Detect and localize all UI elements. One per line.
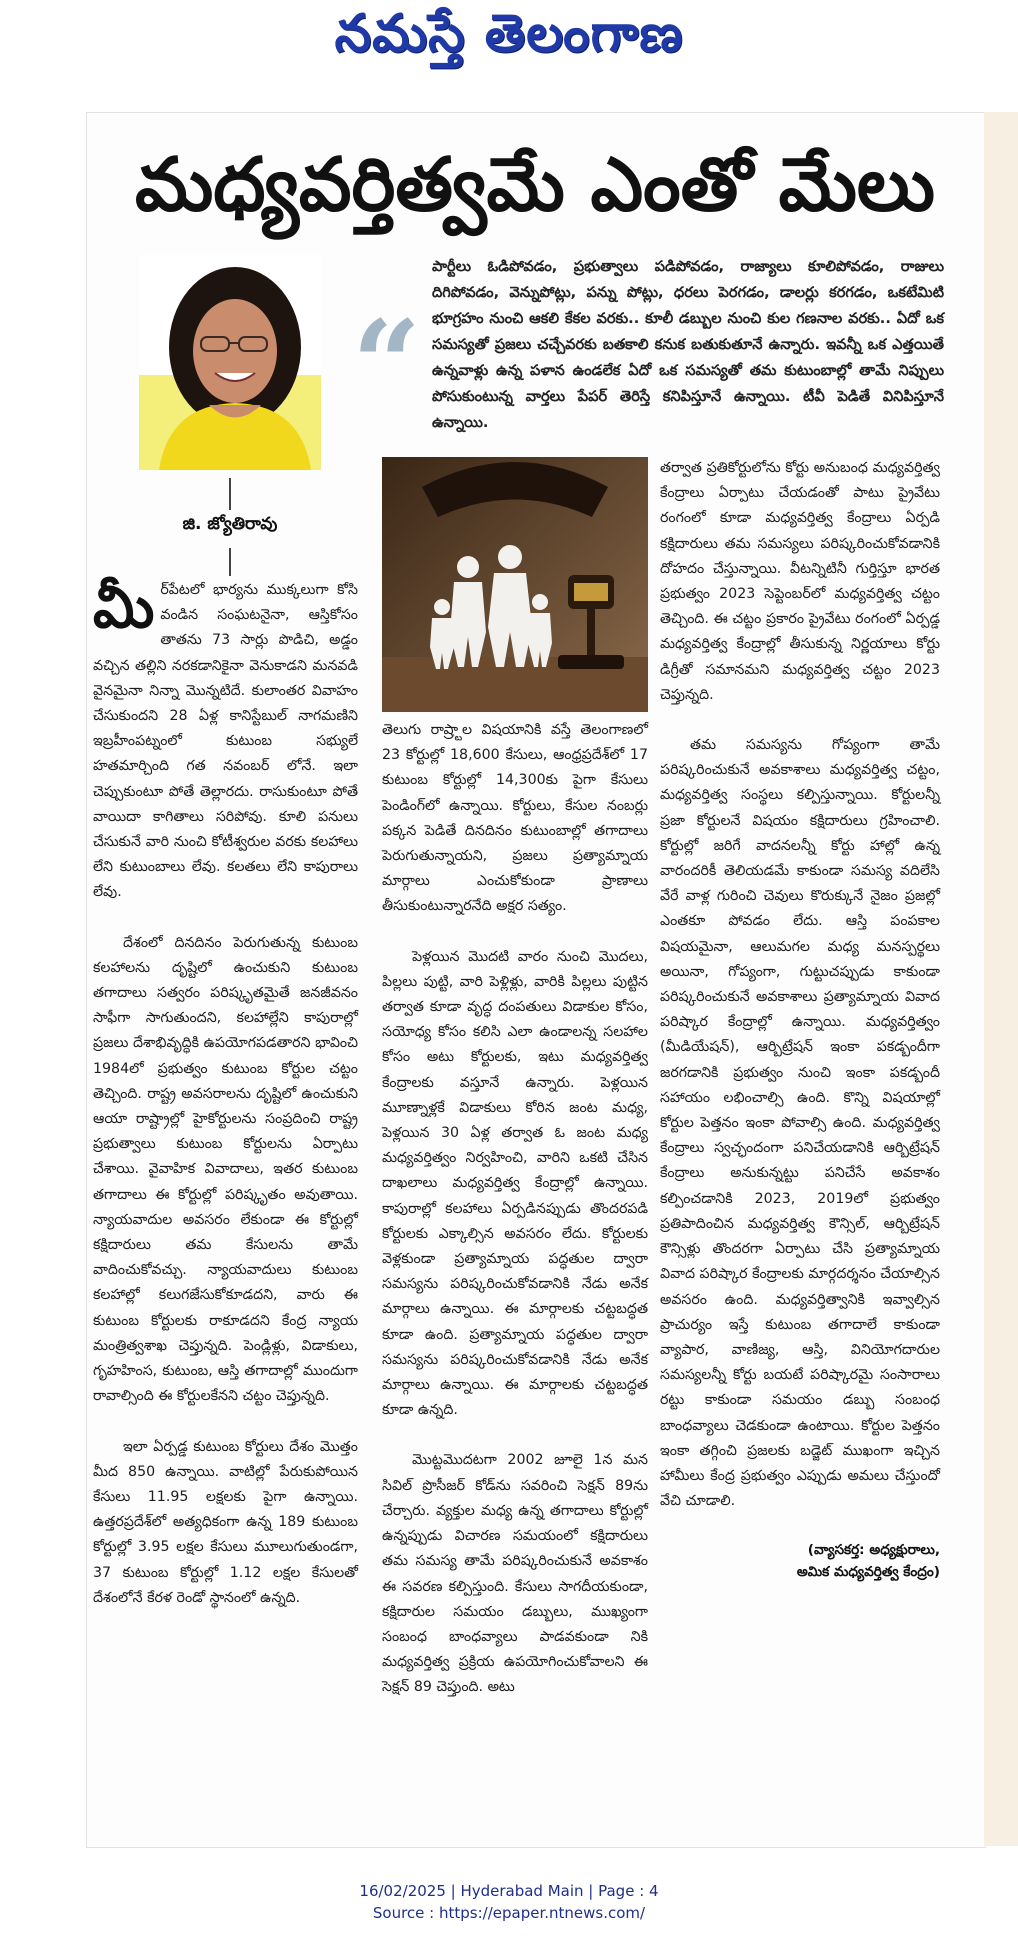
signature-line-2: అమిక మధ్యవర్తిత్వ కేంద్రం) (796, 1564, 940, 1581)
author-byline: జి. జ్యోతిరావు (182, 514, 278, 534)
article-paragraph: ఇలా ఏర్పడ్డ కుటుంబ కోర్టులు దేశం మొత్తం మీద 850 ఉన్నాయి. వాటిల్లో పేరుకుపోయిన కేసులు 11.95 లక్షలకు పైగా ఉన్నాయి. ఉత్తరప్రదేశ్‌లో అత్యధికంగా ఉన్న 189 కుటుంబ కోర్టుల్లో 3.95 లక్షల కేసులు మూలుగుతుండగా, 37 కుటుంబ కోర్టుల్లో 1.12 లక్షల కేసులతో దేశంలోనే కేరళ రెండో స్థానంలో ఉన్నది. (93, 1438, 358, 1606)
article-paragraph: మొట్టమొదటగా 2002 జూలై 1న మన సివిల్ ప్రొసీజర్ కోడ్‌ను సవరించి సెక్షన్ 89ను చేర్చారు. వ్యక్తుల మధ్య ఉన్న తగాదాలు కోర్టుల్లో ఉన్నప్పుడు విచారణ సమయంలో కక్షిదారులు తమ సమస్య తామే పరిష్కరించుకునే అవకాశం ఈ సవరణ కల్పిస్తుంది. కేసులు సాగదీయకుండా, కక్షిదారుల సమయం డబ్బులు, ముఖ్యంగా సంబంధ బాంధవ్యాలు పాడవకుండా నికి మధ్యవర్తిత్వ ప్రక్రియ ఉపయోగించుకోవాలని ఈ సెక్షన్ 89 చెప్తుంది. అటు (382, 1452, 648, 1696)
family-court-photo (382, 457, 648, 712)
newspaper-logo: నమస్తే తెలంగాణ (334, 3, 684, 64)
masthead (0, 0, 1018, 80)
article-headline: మధ్యవర్తిత్వమే ఎంతో మేలు (134, 142, 936, 228)
article-column-1 (93, 573, 358, 1636)
signature-line-1: (వ్యాసకర్త: అధ్యక్షురాలు, (807, 1542, 940, 1559)
article-paragraph: దేశంలో దినదినం పెరుగుతున్న కుటుంబ కలహాలను దృష్టిలో ఉంచుకుని కుటుంబ తగాదాలు సత్వరం పరిష్కృతమైతే జనజీవనం సాఫీగా సాగుతుందని, కలహాల్లేని కాపురాల్లో ప్రజలు దేశాభివృద్ధికి ఉపయోగపడతారని భావించి 1984లో ప్రభుత్వం కుటుంబ కోర్టుల చట్టం తెచ్చింది. రాష్ట్ర అవసరాలను దృష్టిలో ఉంచుకుని ఆయా రాష్ట్రాల్లో హైకోర్టులను సంప్రదించి రాష్ట్ర ప్రభుత్వాలు కుటుంబ కోర్టులను ఏర్పాటు చేశాయి. వైవాహిక వివాదాలు, ఇతర కుటుంబ తగాదాలు ఈ కోర్టుల్లో పరిష్కృతం అవుతాయి. న్యాయవాదుల అవసరం లేకుండా ఈ కోర్టుల్లో కక్షిదారులు తమ కేసులను తామే వాదించుకోవచ్చు. న్యాయవాదులు కుటుంబ కలహాల్లో కలుగజేసుకోకూడదని, వారు ఈ కుటుంబ కోర్టులకు రాకూడదని కేంద్ర న్యాయ మంత్రిత్వశాఖ చెప్తున్నది. పెండ్లిళ్లు, విడాకులు, గృహహింస, కుటుంబ, ఆస్తి తగాదాల్లో ముందుగా రావాల్సింది ఈ కోర్టులకేనని చట్టం చెప్తున్నది. (93, 934, 358, 1405)
article-column-3 (660, 456, 940, 1583)
footer-edition-info: 16/02/2025 | Hyderabad Main | Page : 4 (359, 1882, 659, 1900)
adjacent-page-strip (984, 112, 1018, 1846)
article-paragraph (93, 573, 358, 906)
quote-mark-icon: “ (352, 294, 422, 435)
byline-rule-top (229, 478, 231, 510)
page-footer (0, 1880, 1018, 1924)
author-signature (660, 1539, 940, 1583)
footer-source-link[interactable]: Source : https://epaper.ntnews.com/ (372, 1904, 646, 1922)
article-paragraph: తర్వాత ప్రతికోర్టులోను కోర్టు అనుబంధ మధ్యవర్తిత్వ కేంద్రాలు ఏర్పాటు చేయడంతో పాటు ప్రైవేటు రంగంలో కూడా మధ్యవర్తిత్వ కేంద్రాలు ఏర్పడి కక్షిదారులు తమ సమస్యలు పరిష్కరించుకోవడానికి దోహదం చేస్తున్నాయి. వీటన్నిటినీ గుర్తిస్తూ భారత ప్రభుత్వం 2023 సెప్టెంబర్‌లో మధ్యవర్తిత్వ చట్టం తెచ్చింది. ఈ చట్టం ప్రకారం ప్రైవేటు రంగంలో ఏర్పడ్డ మధ్యవర్తిత్వ కేంద్రాల్లో తీసుకున్న నిర్ణయాలు కోర్టు డిగ్రీతో సమానమని మధ్యవర్తిత్వ చట్టం 2023 చెప్తున్నది. (660, 460, 940, 703)
paragraph-text: ర్‌పేటలో భార్యను ముక్కలుగా కోసి వండిన సంఘటనైనా, ఆస్తికోసం తాతను 73 సార్లు పొడిచి, అడ్డం వచ్చిన తల్లిని నరకడానికైనా వెనుకాడని మనవడి వైనమైనా నిన్నా మొన్నటిదే. కులాంతర వివాహం చేసుకుందని 28 ఏళ్ల కానిస్టేబుల్ నాగమణిని ఇబ్రహీంపట్నంలో కుటుంబ సభ్యులే హతమార్చింది గత నవంబర్ లోనే. ఇలా చెప్పుకుంటూ పోతే తెల్లారదు. రాసుకుంటూ పోతే వాయిదా కాగితాలు సరిపోవు. కూలి పనులు చేసుకునే వారి నుంచి కోటీశ్వరుల వరకు కలహాలు లేని కుటుంబాలు లేవు. కలతలు లేని కాపురాలు లేవు. (93, 582, 358, 901)
article-paragraph: పెళ్లయిన మొదటి వారం నుంచి మొదలు, పిల్లలు పుట్టి, వారి పెళ్లిళ్లు, వారికి పిల్లలు పుట్టిన తర్వాత కూడా వృద్ధ దంపతులు విడాకుల కోసం, సయోధ్య కోసం కలిసి ఎలా ఉండాలన్న సలహాల కోసం అటు కోర్టులకు, ఇటు మధ్యవర్తిత్వ కేంద్రాలకు వస్తూనే ఉన్నారు. పెళ్లయిన మూణ్నాళ్లకే విడాకులు కోరిన జంట మధ్య, పెళ్లయిన 30 ఏళ్ల తర్వాత ఓ జంట మధ్య మధ్యవర్తిత్వం నిర్వహించి, వారిని ఒకటి చేసిన దాఖలాలు మధ్యవర్తిత్వ కేంద్రాల్లో ఉన్నాయి. కాపురాల్లో కలహాలు ఏర్పడినప్పుడు తొందరపడి కోర్టులకు ఎక్కాల్సిన అవసరం లేదు. కోర్టులకు వెళ్లకుండా ప్రత్యామ్నాయ పద్ధతుల ద్వారా సమస్యను పరిష్కరించుకోవడానికి నేడు అనేక మార్గాలు ఉన్నాయి. ఈ మార్గాలకు చట్టబద్ధత కూడా ఉంది. ప్రత్యామ్నాయ పద్ధతుల ద్వారా సమస్యను పరిష్కరించుకోవడానికి నేడు అనేక మార్గాలు ఉన్నాయి. ఈ మార్గాలకు చట్టబద్ధత కూడా ఉన్నది. (382, 948, 648, 1419)
article-paragraph: తెలుగు రాష్ర్టాల విషయానికి వస్తే తెలంగాణలో 23 కోర్టుల్లో 18,600 కేసులు, ఆంధ్రప్రదేశ్‌లో 17 కుటుంబ కోర్టుల్లో 14,300కు పైగా కేసులు పెండింగ్‌లో ఉన్నాయి. కోర్టులు, కేసుల నంబర్లు పక్కన పెడితే దినదినం కుటుంబాల్లో తగాదాలు పెరుగుతున్నాయని, ప్రజలు ప్రత్యామ్నాయ మార్గాలు ఎంచుకోకుండా ప్రాణాలు తీసుకుంటున్నారనేది అక్షర సత్యం. (382, 722, 648, 915)
byline-rule-bottom (229, 548, 231, 576)
article-paragraph: తమ సమస్యను గోప్యంగా తామే పరిష్కరించుకునే అవకాశాలు మధ్యవర్తిత్వ చట్టం, మధ్యవర్తిత్వ సంస్థలు కల్పిస్తున్నాయి. కోర్టులన్నీ ప్రజా కోర్టులనే విషయం కక్షిదారులు గ్రహించాలి. కోర్టుల్లో జరిగే వాదనలన్నీ కోర్టు హాల్లో ఉన్న వారందరికీ తెలియడమే కాకుండా సమస్య వదిలేసి వేరే వాళ్ల గురించి చెవులు కొరుక్కునే నైజం ప్రజల్లో ఎంతకూ పోవడం లేదు. ఆస్తి పంపకాల విషయమైనా, ఆలుమగల మధ్య మనస్పర్థలు అయినా, గోప్యంగా, గుట్టుచప్పుడు కాకుండా పరిష్కరించుకునే అవకాశాలు ప్రత్యామ్నాయ వివాద పరిష్కార కేంద్రాల్లో ఉన్నాయి. మధ్యవర్తిత్వం (మీడియేషన్), ఆర్బిట్రేషన్ ఇంకా పకడ్బందీగా జరగడానికి ప్రభుత్వం నుంచి ఇంకా పకడ్బందీ సహాయం లభించాల్సి ఉంది. కొన్ని విషయాల్లో కోర్టుల పెత్తనం ఇంకా పోవాల్సి ఉంది. మధ్యవర్తిత్వ కేంద్రాలు స్వచ్ఛందంగా పనిచేయడానికి ఆర్బిట్రేషన్ కేంద్రాలు అనుకున్నట్టు పనిచేసే అవకాశం కల్పించడానికి 2023, 2019లో ప్రభుత్వం ప్రతిపాదించిన మధ్యవర్తిత్వ కౌన్సిల్, ఆర్బిట్రేషన్ కౌన్సిళ్లు తొందరగా ఏర్పాటు చేసి ప్రత్యామ్నాయ వివాద పరిష్కార కేంద్రాలకు మార్గదర్శనం చేయాల్సిన అవసరం ఉంది. మధ్యవర్తిత్వానికి ఇవ్వాల్సిన ప్రాచుర్యం ఇస్తే కుటుంబ తగాదాలే కాకుండా వ్యాపార, వాణిజ్య, ఆస్తి, వినియోగదారుల సమస్యలన్నీ కోర్టు బయటే పరిష్కారమై సంసారాలు రట్టు కాకుండా సమయం డబ్బు సంబంధ బాంధవ్యాలు చెడకుండా ఉంటాయి. కోర్టుల పెత్తనం ఇంకా తగ్గించి ప్రజలకు బడ్జెట్ ముఖంగా ఇచ్చిన హామీలు కేంద్ర ప్రభుత్వం ఎప్పుడు అమలు చేస్తుందో వేచి చూడాలి. (660, 737, 940, 1510)
article-pullquote: పార్టీలు ఓడిపోవడం, ప్రభుత్వాలు పడిపోవడం, రాజ్యాలు కూలిపోవడం, రాజులు దిగిపోవడం, వెన్నుపోట్లు, పన్ను పోట్లు, ధరలు పెరగడం, డాలర్లు కరగడం, ఒకటేమిటి భూగ్రహం నుంచి ఆకలి కేకల వరకు.. కూలీ డబ్బుల నుంచి కుల గణనాల వరకు.. ఏదో ఒక సమస్యతో ప్రజలు చచ్చేవరకు బతకాలి కనుక బతుకుతూనే ఉన్నారు. ఇవన్నీ ఒక ఎత్తయితే ఉన్నవాళ్లు ఉన్న పళాన ఉండలేక ఏదో ఒక సమస్యతో తమ కుటుంబాల్లో తామే నిప్పులు పోసుకుంటున్న వార్తలు పేపర్ తెరిస్తే కనిపిస్తూనే ఉన్నాయి. టీవీ పెడితే వినిపిస్తూనే ఉన్నాయి. (432, 258, 944, 431)
dropcap: మీ (93, 573, 155, 641)
author-photo (139, 255, 321, 470)
article-column-2 (382, 718, 648, 1726)
